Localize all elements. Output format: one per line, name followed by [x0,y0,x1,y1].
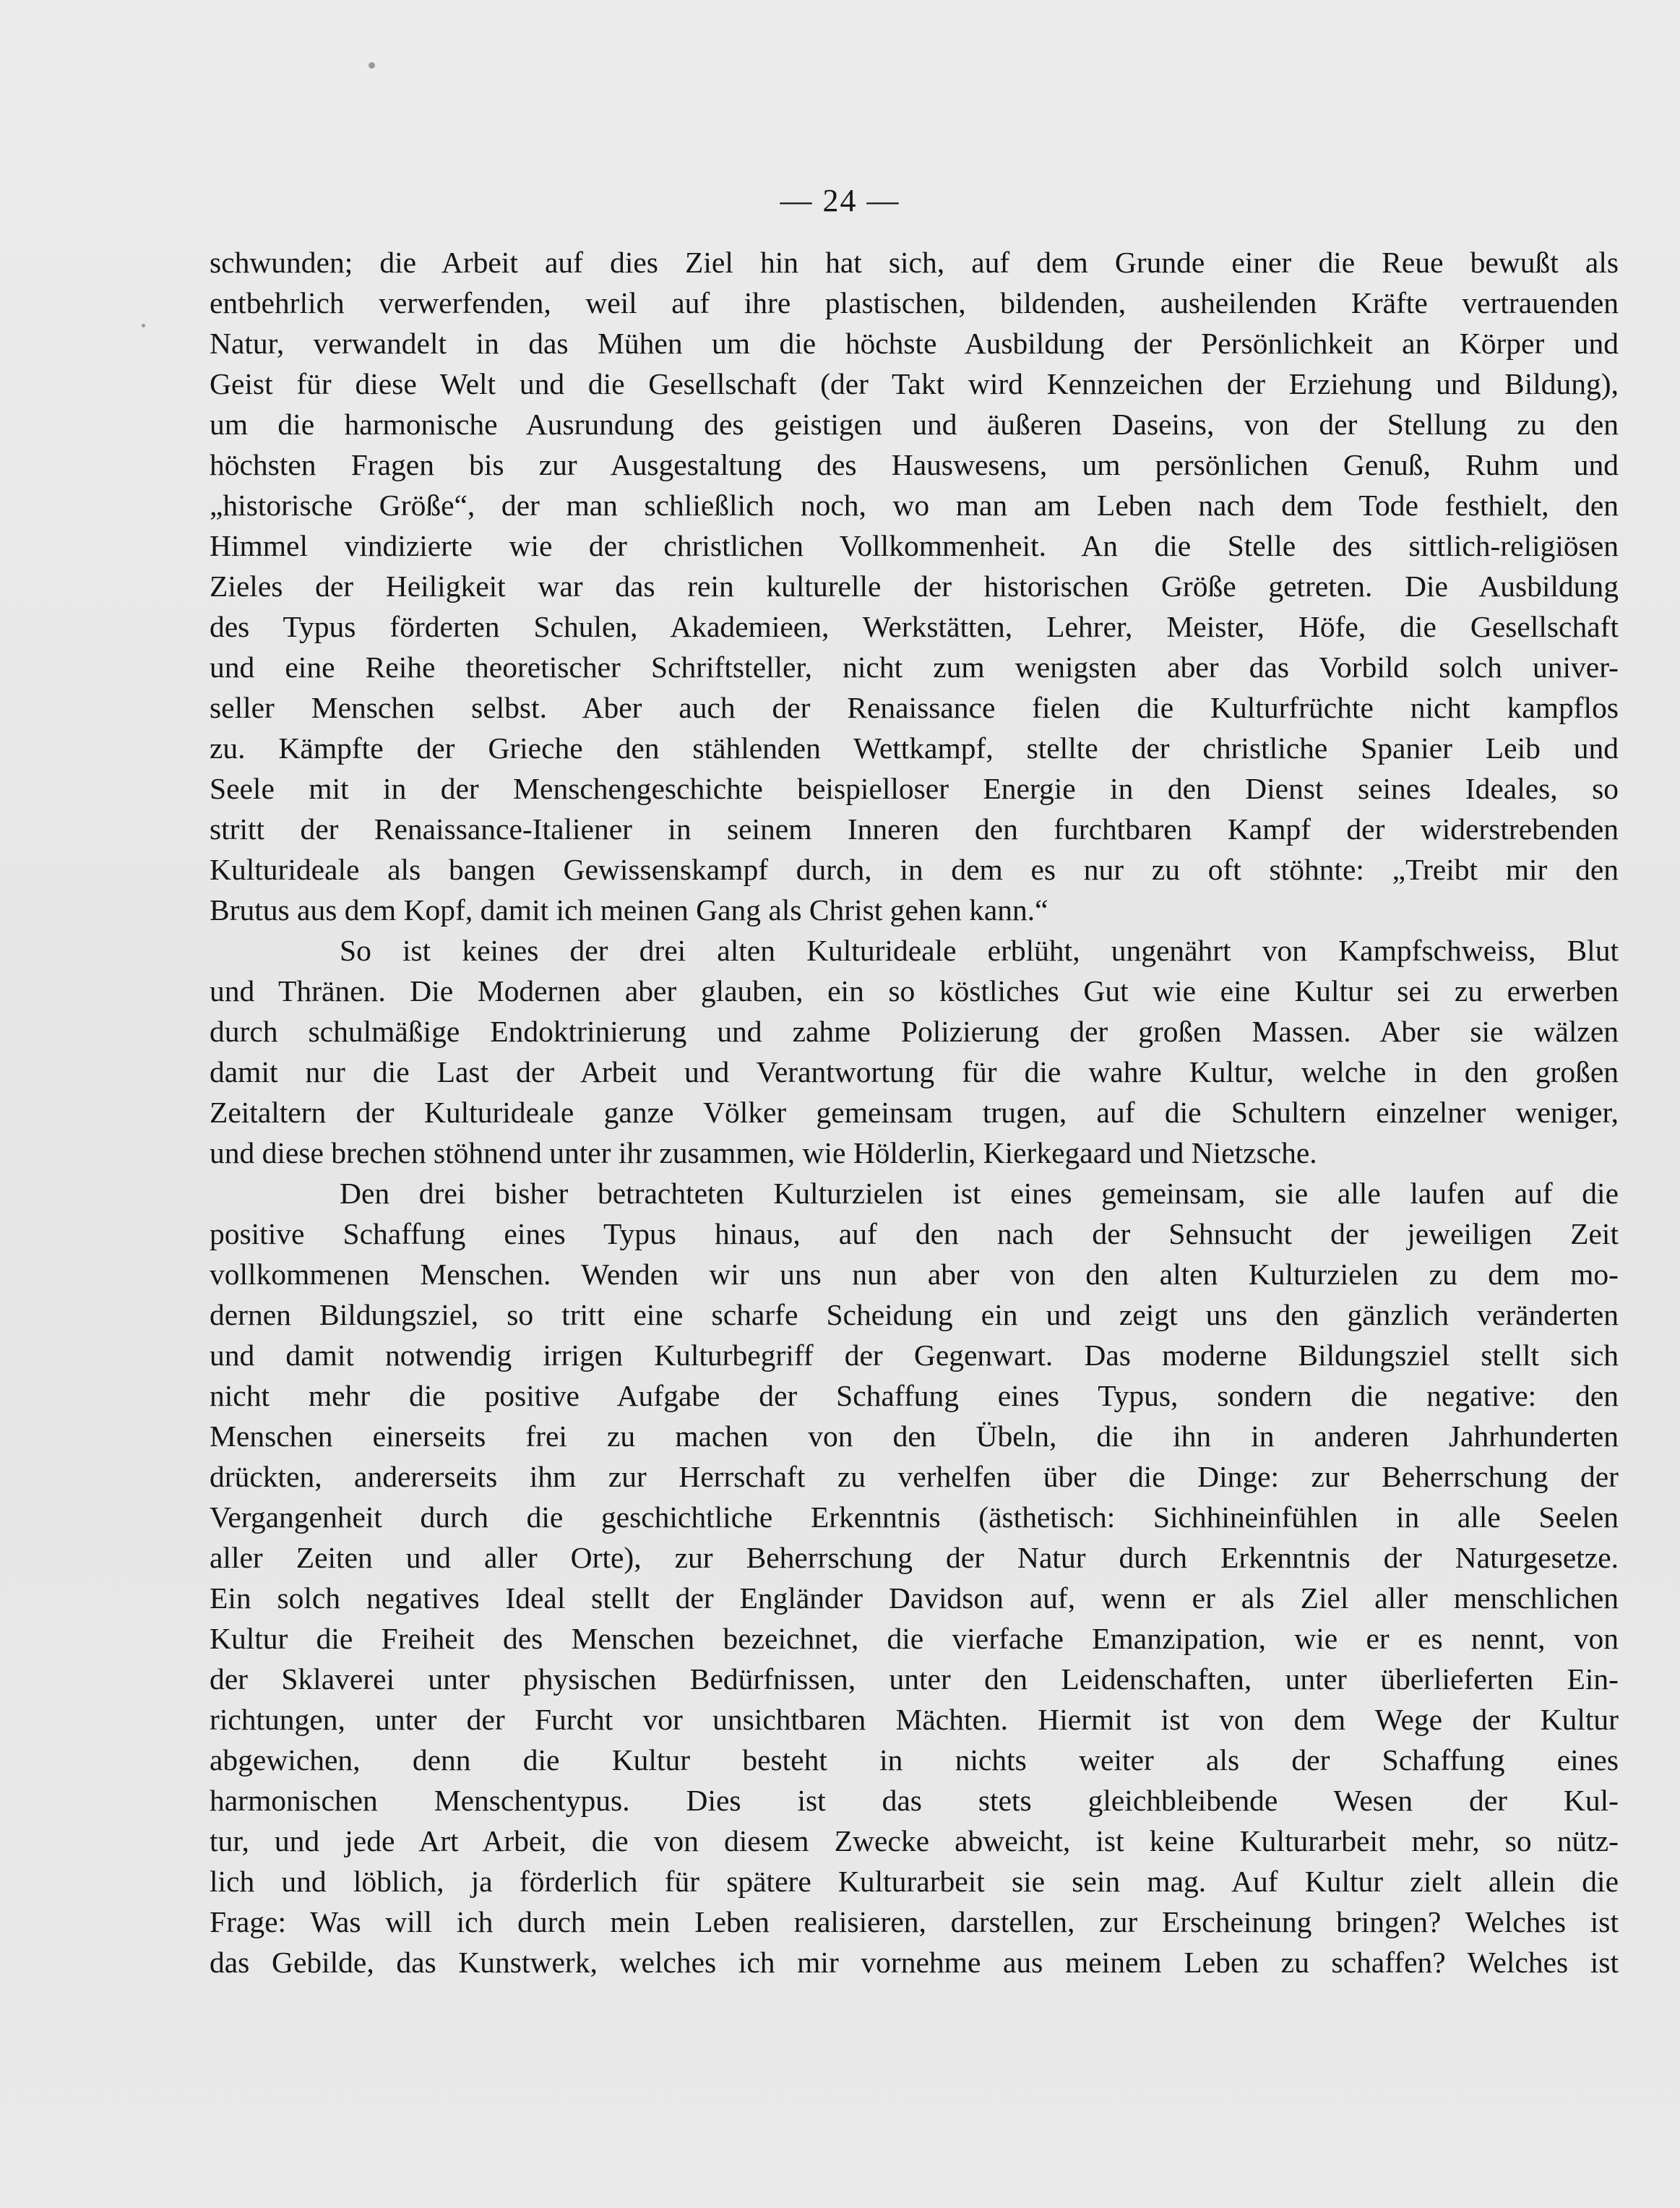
text-line: Den drei bisher betrachteten Kulturzielen ist eines gemeinsam, sie alle laufen auf die [340,1177,1619,1210]
text-line: und damit notwendig irrigen Kulturbegriff der Gegenwart. Das moderne Bildungsziel stellt sich [210,1339,1619,1372]
text-line: das Gebilde, das Kunstwerk, welches ich mir vornehme aus meinem Leben zu schaffen? Welches ist [210,1946,1619,1979]
text-line: Menschen einerseits frei zu machen von den Übeln, die ihn in anderen Jahrhunderten [210,1419,1619,1453]
text-line: Geist für diese Welt und die Gesellschaft (der Takt wird Kennzeichen der Erziehung und Bildung), [210,367,1619,400]
text-line: zu. Kämpfte der Grieche den stählenden Wettkampf, stellte der christliche Spanier Leib und [210,731,1619,765]
scan-speck [369,62,375,69]
text-line: drückten, andererseits ihm zur Herrschaft zu verhelfen über die Dinge: zur Beherrschung der [210,1460,1619,1493]
text-line: Ein solch negatives Ideal stellt der Engländer Davidson auf, wenn er als Ziel aller menschlichen [210,1581,1619,1615]
text-line: und diese brechen stöhnend unter ihr zusammen, wie Hölderlin, Kierkegaard und Nietzsche. [210,1136,1317,1169]
text-line: aller Zeiten und aller Orte), zur Beherrschung der Natur durch Erkenntnis der Naturgesetze. [210,1541,1619,1574]
text-line: und eine Reihe theoretischer Schriftsteller, nicht zum wenigsten aber das Vorbild solch univer- [210,650,1619,684]
text-line: um die harmonische Ausrundung des geistigen und äußeren Daseins, von der Stellung zu den [210,408,1619,441]
text-line: So ist keines der drei alten Kulturideale erblüht, ungenährt von Kampfschweiss, Blut [340,934,1619,967]
body-text [210,242,1619,1983]
text-line: Himmel vindizierte wie der christlichen Vollkommenheit. An die Stelle des sittlich-religiösen [210,529,1619,562]
text-line: seller Menschen selbst. Aber auch der Renaissance fielen die Kulturfrüchte nicht kampflos [210,691,1619,724]
text-line: schwunden; die Arbeit auf dies Ziel hin hat sich, auf dem Grunde einer die Reue bewußt als [210,246,1619,279]
text-line: der Sklaverei unter physischen Bedürfnissen, unter den Leidenschaften, unter überlieferten Ein- [210,1662,1619,1696]
text-line: lich und löblich, ja förderlich für spätere Kulturarbeit sie sein mag. Auf Kultur zielt allein die [210,1865,1619,1898]
text-line: Zeitaltern der Kulturideale ganze Völker gemeinsam trugen, auf die Schultern einzelner weniger, [210,1096,1619,1129]
text-line: durch schulmäßige Endoktrinierung und zahme Polizierung der großen Massen. Aber sie wälzen [210,1015,1619,1048]
text-line: Vergangenheit durch die geschichtliche Erkenntnis (ästhetisch: Sichhineinfühlen in alle Seelen [210,1500,1619,1534]
text-line: tur, und jede Art Arbeit, die von diesem Zwecke abweicht, ist keine Kulturarbeit mehr, so nütz- [210,1824,1619,1857]
text-line: nicht mehr die positive Aufgabe der Schaffung eines Typus, sondern die negative: den [210,1379,1619,1412]
text-line: damit nur die Last der Arbeit und Verantwortung für die wahre Kultur, welche in den großen [210,1055,1619,1088]
text-line: positive Schaffung eines Typus hinaus, auf den nach der Sehnsucht der jeweiligen Zeit [210,1217,1619,1250]
text-line: abgewichen, denn die Kultur besteht in nichts weiter als der Schaffung eines [210,1743,1619,1777]
text-line: Frage: Was will ich durch mein Leben realisieren, darstellen, zur Erscheinung bringen? Welches ist [210,1905,1619,1938]
text-line: vollkommenen Menschen. Wenden wir uns nun aber von den alten Kulturzielen zu dem mo- [210,1258,1619,1291]
text-line: Natur, verwandelt in das Mühen um die höchste Ausbildung der Persönlichkeit an Körper und [210,327,1619,360]
text-line: richtungen, unter der Furcht vor unsichtbaren Mächten. Hiermit ist von dem Wege der Kultur [210,1703,1619,1736]
text-line: entbehrlich verwerfenden, weil auf ihre plastischen, bildenden, ausheilenden Kräfte vertrauenden [210,286,1619,319]
text-line: Brutus aus dem Kopf, damit ich meinen Gang als Christ gehen kann.“ [210,893,1048,927]
text-line: „historische Größe“, der man schließlich noch, wo man am Leben nach dem Tode festhielt, den [210,489,1619,522]
text-line: dernen Bildungsziel, so tritt eine scharfe Scheidung ein und zeigt uns den gänzlich veränderten [210,1298,1619,1331]
text-line: und Thränen. Die Modernen aber glauben, ein so köstliches Gut wie eine Kultur sei zu erwerben [210,974,1619,1008]
text-line: höchsten Fragen bis zur Ausgestaltung des Hauswesens, um persönlichen Genuß, Ruhm und [210,448,1619,481]
text-line: des Typus förderten Schulen, Akademieen, Werkstätten, Lehrer, Meister, Höfe, die Gesellschaft [210,610,1619,643]
text-line: Kultur die Freiheit des Menschen bezeichnet, die vierfache Emanzipation, wie er es nennt, von [210,1622,1619,1655]
text-line: harmonischen Menschentypus. Dies ist das stets gleichbleibende Wesen der Kul- [210,1784,1619,1817]
text-line: stritt der Renaissance-Italiener in seinem Inneren den furchtbaren Kampf der widerstrebenden [210,812,1619,846]
text-line: Seele mit in der Menschengeschichte beispielloser Energie in den Dienst seines Ideales, so [210,772,1619,805]
page-number: — 24 — [780,183,900,218]
scan-speck [142,324,145,327]
text-line: Zieles der Heiligkeit war das rein kulturelle der historischen Größe getreten. Die Ausbildung [210,570,1619,603]
text-line: Kulturideale als bangen Gewissenskampf durch, in dem es nur zu oft stöhnte: „Treibt mir den [210,853,1619,886]
